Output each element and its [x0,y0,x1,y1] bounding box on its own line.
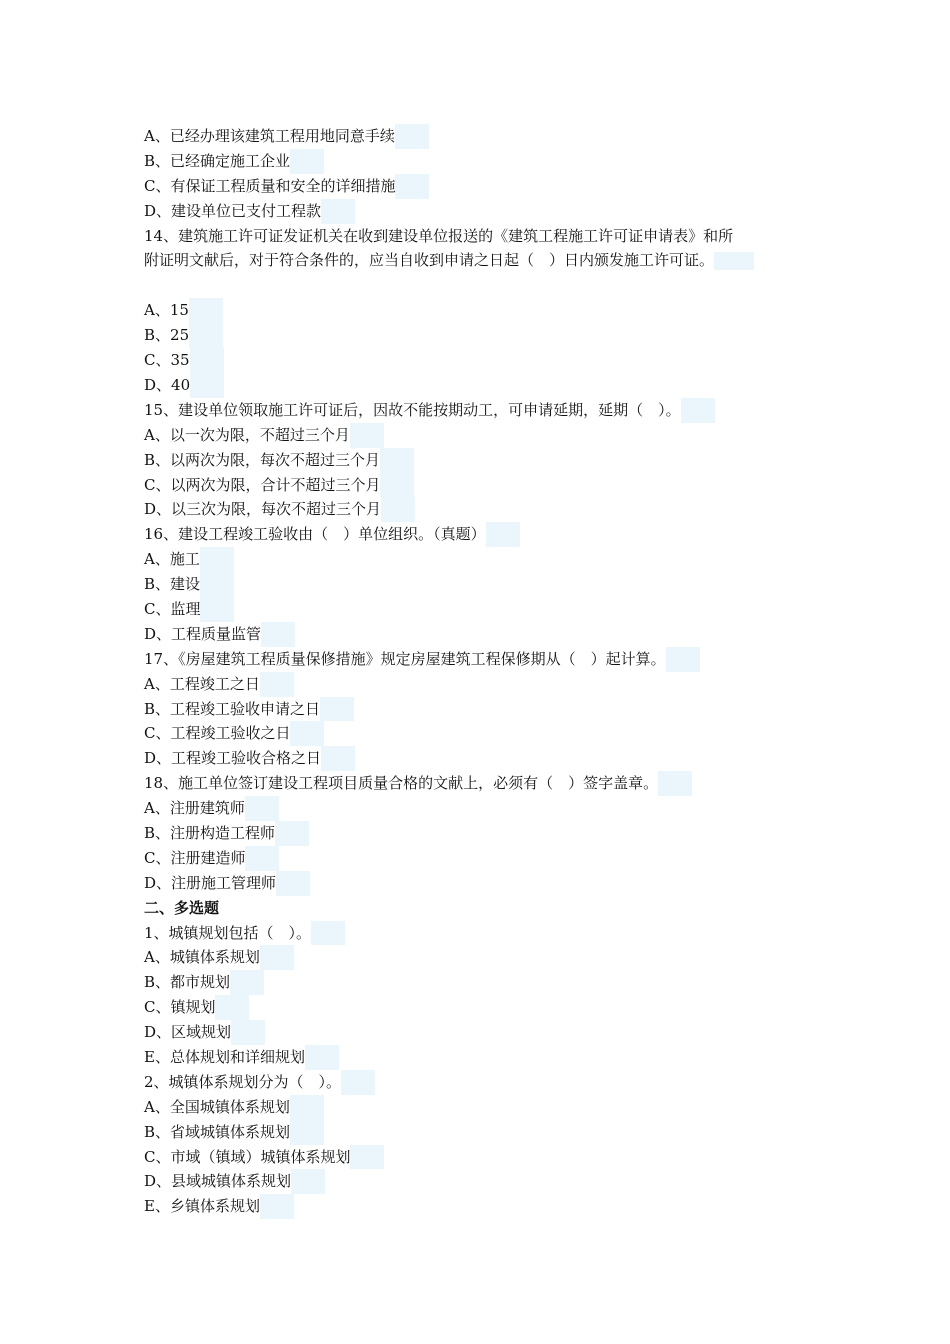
question-18: 18、施工单位签订建设工程项目质量合格的文献上，必须有（ ）签字盖章。 [144,771,814,796]
section-title: 二、多选题 [144,898,220,917]
option-line: C、以两次为限，合计不超过三个月 [144,473,814,498]
blank-line [144,273,814,298]
option-line: A、已经办理该建筑工程用地同意手续 [144,124,814,149]
option-line: C、监理 [144,597,814,622]
option-line: E、总体规划和详细规划 [144,1045,814,1070]
option-line: C、35 [144,348,814,373]
multi-question-1: 1、城镇规划包括（ ）。 [144,921,814,946]
option-line: B、25 [144,323,814,348]
option-line: A、全国城镇体系规划 [144,1095,814,1120]
option-line: C、工程竣工验收之日 [144,721,814,746]
option-line: A、15 [144,298,814,323]
question-14-line-1: 14、建筑施工许可证发证机关在收到建设单位报送的《建筑工程施工许可证申请表》和所 [144,226,734,245]
option-line: B、建设 [144,572,814,597]
option-line: C、镇规划 [144,995,814,1020]
option-line: B、注册构造工程师 [144,821,814,846]
option-line: B、已经确定施工企业 [144,149,814,174]
option-line: D、工程质量监管 [144,622,814,647]
option-line: D、工程竣工验收合格之日 [144,746,814,771]
highlight-mark [714,252,754,270]
question-16: 16、建设工程竣工验收由（ ）单位组织。（真题） [144,522,814,547]
option-line: D、注册施工管理师 [144,871,814,896]
option-line: A、施工 [144,547,814,572]
question-17: 17、《房屋建筑工程质量保修措施》规定房屋建筑工程保修期从（ ）起计算。 [144,647,814,672]
option-line: A、注册建筑师 [144,796,814,821]
option-line: B、省域城镇体系规划 [144,1120,814,1145]
option-line: D、县域城镇体系规划 [144,1169,814,1194]
option-line: C、有保证工程质量和安全的详细措施 [144,174,814,199]
question-15: 15、建设单位领取施工许可证后，因故不能按期动工，可申请延期，延期（ ）。 [144,398,814,423]
option-line: B、以两次为限，每次不超过三个月 [144,448,814,473]
option-line: B、都市规划 [144,970,814,995]
option-line: A、城镇体系规划 [144,945,814,970]
document-body [144,124,814,1219]
option-line: D、以三次为限，每次不超过三个月 [144,497,814,522]
option-line: A、以一次为限，不超过三个月 [144,423,814,448]
option-line: C、市域（镇域）城镇体系规划 [144,1145,814,1170]
option-line: D、40 [144,373,814,398]
multi-question-2: 2、城镇体系规划分为（ ）。 [144,1070,814,1095]
option-line: C、注册建造师 [144,846,814,871]
option-line: A、工程竣工之日 [144,672,814,697]
question-14-line-2: 附证明文献后，对于符合条件的，应当自收到申请之日起（ ）日内颁发施工许可证。 [144,251,715,270]
option-line: E、乡镇体系规划 [144,1194,814,1219]
option-line: D、建设单位已支付工程款 [144,199,814,224]
option-line: B、工程竣工验收申请之日 [144,697,814,722]
question-14 [144,224,814,274]
option-line: D、区域规划 [144,1020,814,1045]
